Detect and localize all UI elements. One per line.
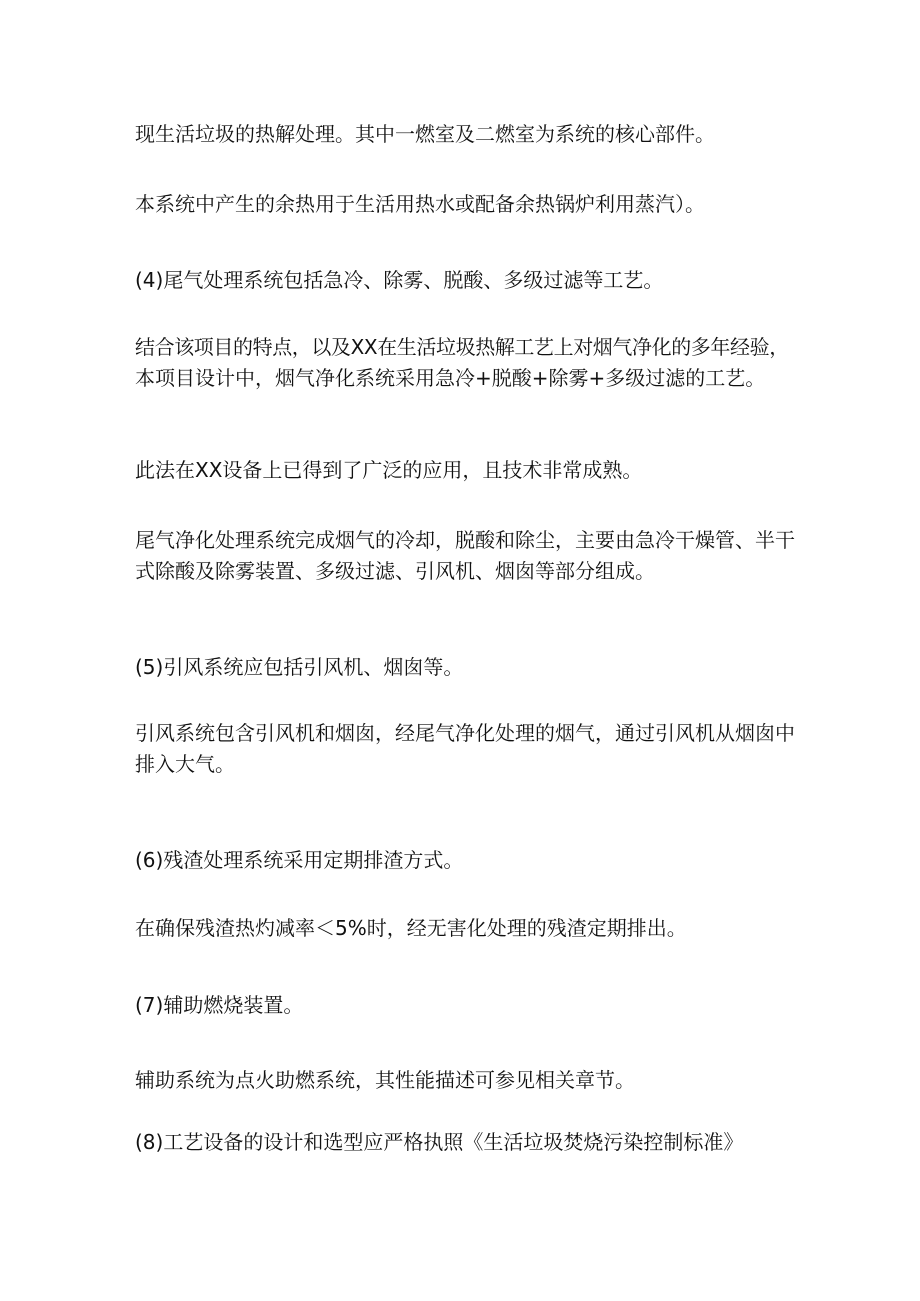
paragraph-line: 现生活垃圾的热解处理。其中一燃室及二燃室为系统的核心部件。 bbox=[135, 122, 715, 146]
paragraph-line: 结合该项目的特点，以及XX在生活垃圾热解工艺上对烟气净化的多年经验， bbox=[135, 335, 789, 359]
section-heading-7 bbox=[135, 990, 805, 1021]
paragraph-1 bbox=[135, 119, 805, 150]
paragraph-3 bbox=[135, 332, 805, 394]
paragraph-7 bbox=[135, 913, 805, 944]
paragraph-line: 引风系统包含引风机和烟囱，经尾气净化处理的烟气，通过引风机从烟囱中 bbox=[135, 721, 795, 745]
paragraph-line: (8)工艺设备的设计和选型应严格执照《生活垃圾焚烧污染控制标准》 bbox=[135, 1130, 744, 1154]
paragraph-line: 本项目设计中，烟气净化系统采用急冷+脱酸+除雾+多级过滤的工艺。 bbox=[135, 366, 766, 390]
paragraph-2 bbox=[135, 189, 805, 220]
paragraph-line: 本系统中产生的余热用于生活用热水或配备余热锅炉利用蒸汽）。 bbox=[135, 192, 705, 216]
paragraph-line: (6)残渣处理系统采用定期排渣方式。 bbox=[135, 848, 464, 872]
paragraph-line: (5)引风系统应包括引风机、烟囱等。 bbox=[135, 655, 464, 679]
section-heading-8 bbox=[135, 1127, 805, 1158]
paragraph-line: 此法在XX设备上已得到了广泛的应用，且技术非常成熟。 bbox=[135, 458, 643, 482]
paragraph-line: (7)辅助燃烧装置。 bbox=[135, 993, 304, 1017]
paragraph-line: 式除酸及除雾装置、多级过滤、引风机、烟囱等部分组成。 bbox=[135, 559, 655, 583]
paragraph-8 bbox=[135, 1065, 805, 1096]
paragraph-line: 辅助系统为点火助燃系统，其性能描述可参见相关章节。 bbox=[135, 1068, 635, 1092]
paragraph-6 bbox=[135, 718, 805, 780]
paragraph-line: 尾气净化处理系统完成烟气的冷却，脱酸和除尘，主要由急冷干燥管、半干 bbox=[135, 528, 795, 552]
section-heading-5 bbox=[135, 652, 805, 683]
section-heading-4 bbox=[135, 265, 805, 296]
paragraph-5 bbox=[135, 525, 805, 587]
paragraph-line: (4)尾气处理系统包括急冷、除雾、脱酸、多级过滤等工艺。 bbox=[135, 268, 664, 292]
section-heading-6 bbox=[135, 845, 805, 876]
paragraph-4 bbox=[135, 455, 805, 486]
paragraph-line: 在确保残渣热灼减率＜5%时，经无害化处理的残渣定期排出。 bbox=[135, 916, 687, 940]
paragraph-line: 排入大气。 bbox=[135, 752, 235, 776]
